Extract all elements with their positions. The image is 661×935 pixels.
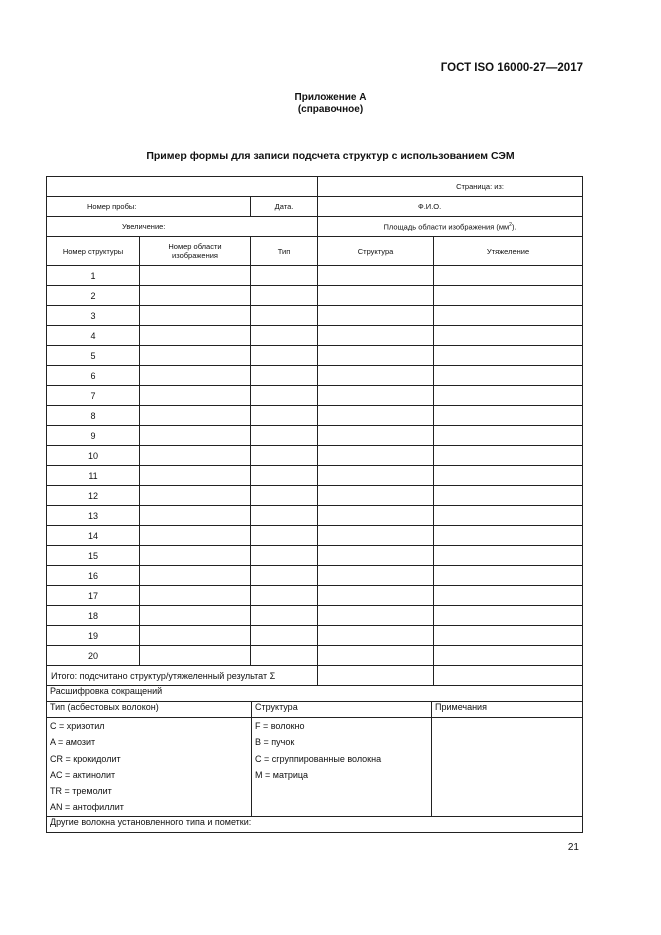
standard-number: ГОСТ ISO 16000-27—2017 (440, 62, 583, 74)
entry-cell[interactable] (251, 366, 318, 386)
entry-cell[interactable] (318, 266, 434, 286)
table-row (47, 546, 583, 566)
table-row (47, 486, 583, 506)
entry-cell[interactable] (251, 526, 318, 546)
entry-cell[interactable] (140, 506, 251, 526)
entry-cell[interactable] (434, 486, 583, 506)
table-row (47, 406, 583, 426)
area-label: Площадь области изображения $(мм^2)$. (318, 217, 583, 237)
list-item: CR = крокидолит (50, 753, 121, 764)
entry-cell[interactable] (318, 426, 434, 446)
entry-cell[interactable] (251, 426, 318, 446)
list-item: TR = тремолит (50, 786, 112, 797)
structure-number: 16 (47, 566, 140, 586)
entry-cell[interactable] (140, 366, 251, 386)
entry-cell[interactable] (140, 586, 251, 606)
date-label: Дата. (251, 197, 318, 217)
entry-cell[interactable] (251, 626, 318, 646)
table-row (47, 566, 583, 586)
entry-cell[interactable] (251, 406, 318, 426)
structure-number: 4 (47, 326, 140, 346)
list-item: C = хризотил (50, 721, 105, 731)
entry-cell[interactable] (434, 426, 583, 446)
structure-number: 10 (47, 446, 140, 466)
table-row (47, 466, 583, 486)
abbreviations-table (46, 685, 583, 833)
table-row (47, 606, 583, 626)
entry-cell[interactable] (318, 606, 434, 626)
entry-cell[interactable] (251, 466, 318, 486)
entry-cell[interactable] (140, 386, 251, 406)
column-header: Номер структуры (47, 237, 140, 266)
entry-cell[interactable] (251, 566, 318, 586)
entry-cell[interactable] (140, 606, 251, 626)
page-label: Страница: из: (318, 177, 583, 197)
structure-number: 5 (47, 346, 140, 366)
entry-cell[interactable] (251, 266, 318, 286)
table-row (47, 586, 583, 606)
entry-cell[interactable] (251, 286, 318, 306)
list-item: A = амозит (50, 737, 96, 748)
total-structure-cell[interactable] (318, 666, 434, 686)
table-row (47, 506, 583, 526)
entry-cell[interactable] (251, 606, 318, 626)
entry-cell[interactable] (318, 366, 434, 386)
structure-number: 1 (47, 266, 140, 286)
entry-cell[interactable] (140, 526, 251, 546)
structure-number: 7 (47, 386, 140, 406)
entry-cell[interactable] (318, 406, 434, 426)
entry-cell[interactable] (318, 546, 434, 566)
table-row (47, 426, 583, 446)
list-item: F = волокно (255, 721, 305, 731)
entry-cell[interactable] (140, 626, 251, 646)
structure-number: 20 (47, 646, 140, 666)
entry-cell[interactable] (251, 546, 318, 566)
entry-cell[interactable] (434, 466, 583, 486)
structure-column-header: Структура (252, 702, 432, 718)
form-title: Пример формы для записи подсчета структур с использованием СЭМ (146, 150, 515, 162)
other-fibers-label: Другие волокна установленного типа и пометки: (47, 816, 583, 832)
entry-cell[interactable] (318, 446, 434, 466)
entry-cell[interactable] (318, 386, 434, 406)
entry-cell[interactable] (251, 586, 318, 606)
entry-cell[interactable] (434, 366, 583, 386)
magnification-label: Увеличение: (47, 217, 318, 237)
entry-cell[interactable] (251, 326, 318, 346)
entry-cell[interactable] (140, 326, 251, 346)
entry-cell[interactable] (140, 466, 251, 486)
entry-cell[interactable] (140, 406, 251, 426)
table-row (47, 286, 583, 306)
structure-number: 13 (47, 506, 140, 526)
blank-cell[interactable] (47, 177, 318, 197)
sample-label: Номер пробы: (47, 197, 251, 217)
entry-cell[interactable] (140, 646, 251, 666)
entry-cell[interactable] (318, 466, 434, 486)
structure-number: 11 (47, 466, 140, 486)
entry-cell[interactable] (140, 306, 251, 326)
entry-cell[interactable] (251, 446, 318, 466)
page-number: 21 (567, 842, 579, 853)
entry-cell[interactable] (434, 286, 583, 306)
entry-cell[interactable] (434, 646, 583, 666)
structure-number: 17 (47, 586, 140, 606)
entry-cell[interactable] (251, 506, 318, 526)
table-row (47, 446, 583, 466)
entry-cell[interactable] (251, 346, 318, 366)
entry-cell[interactable] (318, 326, 434, 346)
entry-cell[interactable] (434, 446, 583, 466)
entry-cell[interactable] (251, 386, 318, 406)
notes-cell[interactable] (432, 718, 583, 817)
entry-cell[interactable] (318, 566, 434, 586)
entry-cell[interactable] (140, 486, 251, 506)
entry-cell[interactable] (434, 526, 583, 546)
entry-cell[interactable] (318, 646, 434, 666)
structure-number: 12 (47, 486, 140, 506)
annex-subtitle: (справочное) (297, 104, 364, 115)
table-row (47, 626, 583, 646)
entry-cell[interactable] (434, 406, 583, 426)
entry-cell[interactable] (434, 546, 583, 566)
structure-number: 6 (47, 366, 140, 386)
total-weight-cell[interactable] (434, 666, 583, 686)
structure-number: 3 (47, 306, 140, 326)
annex-title: Приложение А (294, 92, 367, 103)
entry-cell[interactable] (434, 506, 583, 526)
entry-cell[interactable] (140, 266, 251, 286)
table-row (47, 306, 583, 326)
entry-cell[interactable] (434, 306, 583, 326)
annex-heading (0, 92, 661, 116)
list-item: B = пучок (255, 737, 295, 748)
structure-number: 18 (47, 606, 140, 626)
structure-number: 9 (47, 426, 140, 446)
entry-cell[interactable] (140, 426, 251, 446)
list-item: C = сгруппированные волокна (255, 753, 382, 764)
type-column-header: Тип (асбестовых волокон) (47, 702, 252, 718)
entry-cell[interactable] (140, 346, 251, 366)
table-row (47, 526, 583, 546)
count-form-table (46, 176, 583, 686)
fiber-type-list (47, 718, 252, 817)
entry-cell[interactable] (140, 286, 251, 306)
name-label: Ф.И.О. (318, 197, 583, 217)
entry-cell[interactable] (318, 306, 434, 326)
structure-type-list (252, 718, 432, 817)
entry-cell[interactable] (318, 346, 434, 366)
entry-cell[interactable] (434, 586, 583, 606)
column-header: Номер области изображения (140, 237, 251, 266)
total-label: Итого: подсчитано структур/утяжеленный результат Σ (47, 666, 318, 686)
entry-cell[interactable] (251, 646, 318, 666)
entry-cell[interactable] (434, 346, 583, 366)
entry-cell[interactable] (318, 526, 434, 546)
list-item: M = матрица (255, 769, 309, 780)
table-row (47, 266, 583, 286)
column-header-row (47, 237, 583, 266)
entry-cell[interactable] (434, 606, 583, 626)
column-header: Структура (318, 237, 434, 266)
column-header: Тип (251, 237, 318, 266)
entry-cell[interactable] (434, 386, 583, 406)
entry-cell[interactable] (318, 506, 434, 526)
entry-cell[interactable] (318, 586, 434, 606)
entry-cell[interactable] (434, 266, 583, 286)
entry-cell[interactable] (318, 286, 434, 306)
entry-cell[interactable] (251, 306, 318, 326)
entry-cell[interactable] (140, 446, 251, 466)
structure-number: 2 (47, 286, 140, 306)
table-row (47, 646, 583, 666)
table-row (47, 386, 583, 406)
column-header: Утяжеление (434, 237, 583, 266)
entry-cell[interactable] (434, 566, 583, 586)
entry-cell[interactable] (434, 626, 583, 646)
entry-cell[interactable] (434, 326, 583, 346)
entry-cell[interactable] (140, 546, 251, 566)
entry-cell[interactable] (318, 626, 434, 646)
list-item: AN = антофиллит (50, 802, 124, 813)
structure-number: 8 (47, 406, 140, 426)
structure-number: 14 (47, 526, 140, 546)
table-row (47, 366, 583, 386)
structure-number: 19 (47, 626, 140, 646)
entry-cell[interactable] (140, 566, 251, 586)
table-row (47, 326, 583, 346)
list-item: AC = актинолит (50, 769, 116, 780)
abbreviations-heading: Расшифровка сокращений (47, 686, 583, 702)
entry-cell[interactable] (318, 486, 434, 506)
notes-column-header: Примечания (432, 702, 583, 718)
entry-cell[interactable] (251, 486, 318, 506)
structure-number: 15 (47, 546, 140, 566)
table-row (47, 346, 583, 366)
